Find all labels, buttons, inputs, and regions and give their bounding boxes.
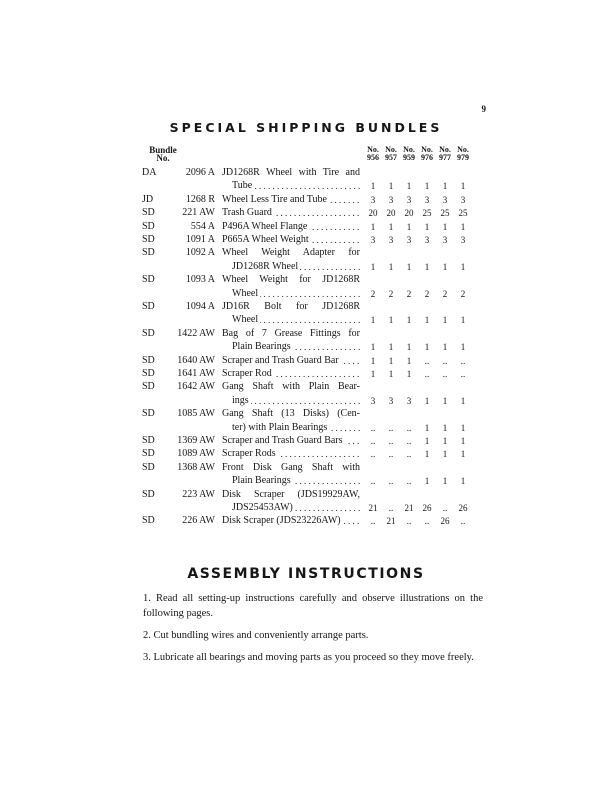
- part-number: 2096 A: [185, 167, 215, 178]
- quantity-cell: 1: [460, 449, 466, 460]
- part-description-text: Scraper and Trash Guard Bar: [222, 354, 339, 366]
- quantity-cell: ..: [424, 516, 430, 527]
- quantity-cell: 1: [388, 315, 394, 326]
- table-row-continuation: [0, 260, 612, 274]
- part-description-continued: [232, 313, 360, 327]
- quantity-cell: 2: [424, 288, 430, 299]
- quantity-cell: 3: [370, 194, 376, 205]
- quantity-cell: ..: [406, 449, 412, 460]
- part-prefix: SD: [142, 354, 155, 366]
- quantity-cell: 20: [368, 208, 378, 219]
- part-number: 1640 AW: [177, 354, 215, 366]
- quantity-cell: ..: [406, 436, 412, 446]
- part-prefix: SD: [142, 234, 155, 245]
- quantity-cell: 1: [424, 422, 430, 433]
- bundle-column-header-no: No.: [156, 153, 170, 163]
- part-prefix: SD: [142, 515, 155, 527]
- quantity-cell: 1: [442, 181, 448, 192]
- column-header-no: No.: [457, 145, 469, 154]
- quantity-cell: 21: [404, 503, 414, 513]
- quantity-cell: 3: [460, 235, 466, 245]
- quantity-cell: 1: [406, 181, 412, 192]
- column-header-no: No.: [403, 145, 415, 154]
- quantity-cell: ..: [460, 355, 466, 366]
- quantity-cell: 1: [460, 342, 466, 353]
- table-row: [0, 246, 612, 260]
- part-description-text: Scraper Rods: [222, 448, 276, 460]
- quantity-cell: 1: [442, 315, 448, 326]
- quantity-cell: 1: [460, 395, 466, 406]
- part-description-text: P496A Wheel Flange: [222, 220, 308, 232]
- table-row-continuation: [0, 421, 612, 435]
- instruction-paragraph-2: 2. Cut bundling wires and conveniently arrange parts.: [143, 630, 369, 641]
- part-description: [222, 206, 360, 220]
- table-row: [0, 193, 612, 207]
- part-prefix: SD: [142, 461, 155, 473]
- quantity-cell: 1: [424, 181, 430, 192]
- quantity-cell: ..: [424, 369, 430, 379]
- quantity-cell: 2: [370, 288, 376, 299]
- table-row: [0, 434, 612, 448]
- part-description: Front Disk Gang Shaft with: [222, 461, 360, 473]
- part-description-continued-text: JD1268R Wheel: [232, 260, 299, 272]
- quantity-cell: 3: [388, 395, 394, 406]
- part-description: [222, 354, 360, 368]
- part-description: JD1268R Wheel with Tire and: [222, 167, 360, 178]
- quantity-cell: 1: [442, 476, 448, 487]
- quantity-cell: 3: [406, 194, 412, 205]
- quantity-cell: 1: [460, 476, 466, 487]
- part-description-continued: [232, 260, 360, 274]
- quantity-cell: 1: [388, 355, 394, 366]
- table-row-continuation: [0, 474, 612, 488]
- table-row: [0, 407, 612, 421]
- part-number: 1641 AW: [177, 368, 215, 379]
- part-description: Gang Shaft (13 Disks) (Cen-: [222, 408, 360, 420]
- quantity-cell: 3: [370, 235, 376, 245]
- part-number: 554 A: [190, 220, 215, 232]
- part-description-continued: [232, 394, 360, 408]
- table-row: [0, 300, 612, 314]
- table-row: [0, 488, 612, 502]
- instruction-paragraph-1: 1. Read all setting-up instructions carefully and observe illustrations on the following pages.: [143, 593, 483, 619]
- quantity-cell: 1: [460, 436, 466, 446]
- part-number: 1368 AW: [177, 461, 215, 473]
- quantity-cell: 1: [388, 342, 394, 353]
- table-row: [0, 367, 612, 381]
- table-row: [0, 461, 612, 475]
- quantity-cell: 1: [424, 436, 430, 446]
- quantity-cell: 1: [406, 261, 412, 272]
- quantity-cell: 3: [388, 235, 394, 245]
- assembly-title: ASSEMBLY INSTRUCTIONS: [187, 566, 425, 582]
- table-row: [0, 220, 612, 234]
- part-prefix: SD: [142, 408, 155, 420]
- part-prefix: SD: [142, 448, 155, 460]
- quantity-cell: ..: [388, 476, 394, 487]
- quantity-cell: 21: [386, 516, 396, 527]
- part-description-text: Wheel Less Tire and Tube: [222, 193, 327, 205]
- part-description-continued-text: JDS25453AW): [232, 502, 293, 513]
- quantity-cell: 20: [404, 208, 414, 219]
- column-header-no: No.: [385, 145, 397, 154]
- column-header-number: 976: [421, 153, 433, 162]
- part-number: 223 AW: [182, 488, 215, 500]
- quantity-cell: 1: [406, 355, 412, 366]
- quantity-cell: ..: [388, 422, 394, 433]
- page-number: 9: [481, 104, 486, 114]
- quantity-cell: 3: [388, 194, 394, 205]
- quantity-cell: ..: [370, 449, 376, 460]
- part-description-continued: [232, 340, 360, 354]
- quantity-cell: 26: [458, 503, 468, 513]
- part-number: 1642 AW: [177, 381, 215, 393]
- part-description-continued: [232, 501, 360, 515]
- part-description-continued: [232, 421, 360, 435]
- part-description-continued-text: ter) with Plain Bearings: [232, 421, 328, 433]
- column-header-number: 956: [367, 153, 379, 162]
- part-description-continued: [232, 179, 360, 193]
- bundle-column-header: Bundle: [149, 145, 177, 155]
- quantity-cell: 1: [388, 181, 394, 192]
- quantity-cell: ..: [442, 369, 448, 379]
- part-prefix: SD: [142, 381, 155, 393]
- part-description: JD16R Bolt for JD1268R: [222, 301, 360, 312]
- table-row: [0, 447, 612, 461]
- quantity-cell: 1: [424, 221, 430, 232]
- quantity-cell: ..: [388, 436, 394, 446]
- table-row-continuation: [0, 340, 612, 354]
- quantity-cell: 1: [388, 221, 394, 232]
- quantity-cell: ..: [406, 422, 412, 433]
- part-number: 221 AW: [182, 207, 215, 219]
- table-row: [0, 354, 612, 368]
- quantity-cell: 3: [370, 395, 376, 406]
- quantity-cell: 25: [458, 208, 468, 219]
- part-prefix: SD: [142, 488, 155, 500]
- quantity-cell: ..: [406, 516, 412, 527]
- part-number: 1369 AW: [177, 435, 215, 446]
- quantity-cell: 1: [406, 221, 412, 232]
- part-description: [222, 367, 360, 381]
- part-description-continued-text: ings: [232, 394, 249, 406]
- quantity-cell: ..: [370, 476, 376, 487]
- table-row: [0, 233, 612, 247]
- quantity-cell: 1: [442, 449, 448, 460]
- part-prefix: SD: [142, 435, 155, 446]
- part-prefix: DA: [142, 167, 157, 178]
- quantity-cell: ..: [388, 503, 394, 513]
- quantity-cell: ..: [406, 476, 412, 487]
- part-description: Gang Shaft with Plain Bear-: [222, 381, 360, 393]
- part-prefix: SD: [142, 368, 155, 379]
- part-number: 1092 A: [185, 247, 215, 259]
- quantity-cell: ..: [370, 516, 376, 527]
- table-row: [0, 380, 612, 394]
- part-description-continued-text: Wheel: [232, 314, 259, 326]
- quantity-cell: 25: [422, 208, 432, 219]
- table-row-continuation: [0, 313, 612, 327]
- part-description: Wheel Weight for JD1268R: [222, 274, 360, 286]
- part-prefix: SD: [142, 301, 155, 312]
- quantity-cell: 1: [424, 342, 430, 353]
- part-prefix: SD: [142, 247, 155, 259]
- quantity-cell: 1: [442, 436, 448, 446]
- part-description: [222, 233, 360, 247]
- table-row: [0, 166, 612, 180]
- quantity-cell: 1: [370, 261, 376, 272]
- quantity-cell: 1: [406, 342, 412, 353]
- part-description-text: Scraper Rod: [222, 368, 272, 379]
- part-description: Wheel Weight Adapter for: [222, 247, 360, 259]
- quantity-cell: ..: [442, 355, 448, 366]
- quantity-cell: 3: [406, 235, 412, 245]
- quantity-cell: 1: [370, 355, 376, 366]
- part-prefix: SD: [142, 327, 155, 339]
- quantity-cell: ..: [424, 355, 430, 366]
- part-number: 1093 A: [185, 274, 215, 286]
- table-row: [0, 514, 612, 528]
- part-description: [222, 447, 360, 461]
- part-prefix: JD: [142, 193, 154, 205]
- part-description-text: P665A Wheel Weight: [222, 234, 309, 245]
- table-row: [0, 327, 612, 341]
- part-number: 1094 A: [185, 301, 215, 312]
- quantity-cell: ..: [442, 503, 448, 513]
- quantity-cell: 1: [424, 395, 430, 406]
- quantity-cell: ..: [370, 422, 376, 433]
- instruction-paragraph-3: 3. Lubricate all bearings and moving parts as you proceed so they move freely.: [143, 652, 474, 663]
- quantity-cell: ..: [460, 369, 466, 379]
- part-number: 226 AW: [182, 515, 215, 527]
- quantity-cell: 25: [440, 208, 450, 219]
- part-description-continued-text: Tube: [232, 180, 253, 192]
- column-header-number: 957: [385, 153, 397, 162]
- quantity-cell: 3: [442, 194, 448, 205]
- quantity-cell: 26: [440, 516, 450, 527]
- quantity-cell: ..: [388, 449, 394, 460]
- column-header-number: 979: [457, 153, 469, 162]
- quantity-cell: 3: [424, 235, 430, 245]
- quantity-cell: 1: [460, 422, 466, 433]
- column-header-number: 977: [439, 153, 451, 162]
- part-description-continued: [232, 474, 360, 488]
- column-header-number: 959: [403, 153, 415, 162]
- quantity-cell: ..: [370, 436, 376, 446]
- part-description: [222, 193, 360, 207]
- quantity-cell: 1: [424, 315, 430, 326]
- part-description-continued-text: Wheel: [232, 287, 259, 299]
- column-header-no: No.: [421, 145, 433, 154]
- quantity-cell: 1: [460, 261, 466, 272]
- part-number: 1422 AW: [177, 327, 215, 339]
- quantity-cell: 1: [406, 315, 412, 326]
- quantity-cell: 2: [460, 288, 466, 299]
- quantity-cell: 1: [460, 315, 466, 326]
- part-description-text: Scraper and Trash Guard Bars: [222, 435, 343, 446]
- part-description-text: Trash Guard: [222, 207, 272, 219]
- table-row-continuation: [0, 179, 612, 193]
- section-title: SPECIAL SHIPPING BUNDLES: [169, 120, 443, 135]
- quantity-cell: 3: [424, 194, 430, 205]
- quantity-cell: 1: [388, 369, 394, 379]
- quantity-cell: 1: [460, 221, 466, 232]
- quantity-cell: 1: [424, 449, 430, 460]
- table-row-continuation: [0, 287, 612, 301]
- table-row: [0, 273, 612, 287]
- quantity-cell: 1: [460, 181, 466, 192]
- quantity-cell: 1: [424, 476, 430, 487]
- quantity-cell: 1: [406, 369, 412, 379]
- part-description: [222, 434, 360, 448]
- quantity-cell: 2: [388, 288, 394, 299]
- quantity-cell: 26: [422, 503, 432, 513]
- quantity-cell: 3: [460, 194, 466, 205]
- part-description: Disk Scraper (JDS19929AW,: [222, 488, 360, 500]
- quantity-cell: 1: [388, 261, 394, 272]
- quantity-cell: 1: [442, 342, 448, 353]
- column-header-no: No.: [439, 145, 451, 154]
- part-number: 1089 AW: [177, 448, 215, 460]
- quantity-cell: 1: [370, 342, 376, 353]
- quantity-cell: 1: [424, 261, 430, 272]
- quantity-cell: 1: [442, 395, 448, 406]
- quantity-cell: 1: [370, 315, 376, 326]
- part-description-continued-text: Plain Bearings: [232, 475, 291, 487]
- table-row-continuation: [0, 501, 612, 515]
- part-description: Bag of 7 Grease Fittings for: [222, 327, 360, 339]
- part-prefix: SD: [142, 274, 155, 286]
- quantity-cell: 2: [406, 288, 412, 299]
- part-description: [222, 514, 360, 528]
- quantity-cell: 2: [442, 288, 448, 299]
- quantity-cell: 20: [386, 208, 396, 219]
- quantity-cell: 1: [442, 261, 448, 272]
- quantity-cell: 3: [406, 395, 412, 406]
- quantity-cell: 21: [368, 503, 378, 513]
- part-description-text: Disk Scraper (JDS23226AW): [222, 515, 341, 527]
- part-description: [222, 220, 360, 234]
- part-number: 1085 AW: [177, 408, 215, 420]
- quantity-cell: 1: [442, 422, 448, 433]
- quantity-cell: ..: [460, 516, 466, 527]
- column-header-no: No.: [367, 145, 379, 154]
- quantity-cell: 1: [370, 181, 376, 192]
- part-description-continued-text: Plain Bearings: [232, 341, 291, 353]
- part-number: 1268 R: [185, 193, 215, 205]
- part-description-continued: [232, 287, 360, 301]
- quantity-cell: 3: [442, 235, 448, 245]
- quantity-cell: 1: [442, 221, 448, 232]
- quantity-cell: 1: [370, 369, 376, 379]
- quantity-cell: 1: [370, 221, 376, 232]
- part-number: 1091 A: [185, 234, 215, 245]
- table-row: [0, 206, 612, 220]
- table-row-continuation: [0, 394, 612, 408]
- part-prefix: SD: [142, 207, 155, 219]
- part-prefix: SD: [142, 220, 155, 232]
